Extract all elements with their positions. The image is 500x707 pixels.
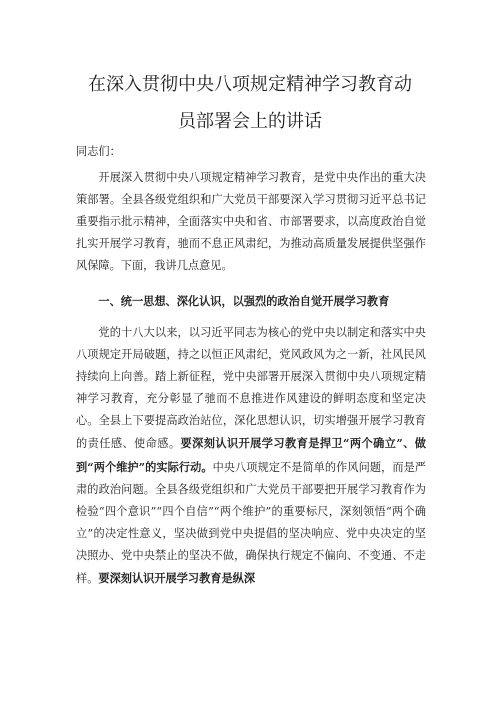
paragraph-text: 中央八项规定不是简单的作风问题，而是严肃的政治问题。全县各级党组织和广大党员干部要把开展学习教育作为检验“四个意识”“四个自信”“两个维护”的重要标尺，深刻领悟“两个确立”的决定性意义，坚决做到党中央提倡的坚决响应、党中央决定的坚决照办、党中央禁止的坚决不做，确保执行规定不偏向、不变通、不走样。 <box>76 460 426 586</box>
paragraph-bold-text: 要深刻认识开展学习教育是捍卫“两个确立”、做到“两个维护”的实际行动。 <box>76 436 426 474</box>
document-title-line-2: 员部署会上的讲话 <box>178 111 322 132</box>
section-heading-1: 一、统一思想、深化认识，以强烈的政治自觉开展学习教育 <box>98 294 390 308</box>
document-title-line-1: 在深入贯彻中央八项规定精神学习教育动 <box>88 74 412 95</box>
salutation: 同志们： <box>76 145 121 158</box>
paragraph-section-1 <box>76 322 426 590</box>
paragraph-bold-text: 要深刻认识开展学习教育是纵深 <box>98 571 256 586</box>
paragraph-intro: 开展深入贯彻中央八项规定精神学习教育，是党中央作出的重大决策部署。全县各级党组织和广大党员干部要深入学习贯彻习近平总书记重要指示批示精神，全面落实中央和省、市部署要求，以高度政治自觉扎实开展学习教育，驰而不息正风肃纪，为推动高质量发展提供坚强作风保障。下面，我讲几点意见。 <box>76 171 426 273</box>
paragraph-text: 党的十八大以来，以习近平同志为核心的党中央以制定和落实中央八项规定开局破题，持之以恒正风肃纪，党风政风为之一新，社风民风持续向上向善。踏上新征程，党中央部署开展深入贯彻中央八项规定精神学习教育，充分彰显了驰而不息推进作风建设的鲜明态度和坚定决心。全县上下要提高政治站位，深化思想认识，切实增强开展学习教育的责任感、使命感。 <box>76 326 426 451</box>
